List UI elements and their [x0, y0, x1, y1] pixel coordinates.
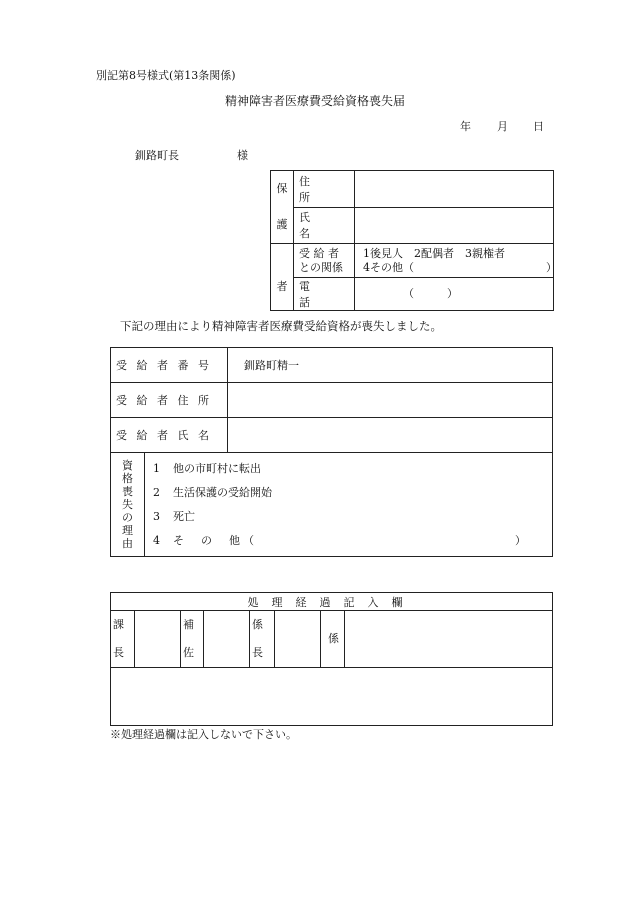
recipient-name-field[interactable] — [228, 418, 553, 453]
recipient-number-label: 受給者番号 — [111, 348, 228, 383]
guardian-address-label: 住所 — [294, 171, 355, 208]
guardian-name-field[interactable] — [355, 207, 554, 244]
staff-label: 係 — [321, 611, 345, 668]
staff-stamp[interactable] — [345, 611, 553, 668]
assistant-label: 補 佐 — [181, 611, 204, 668]
processing-notes-area[interactable] — [111, 668, 553, 726]
recipient-address-field[interactable] — [228, 383, 553, 418]
addressee-name: 釧路町長 — [135, 149, 179, 162]
processing-table — [110, 592, 553, 726]
reason-option[interactable]: 3 死亡 — [153, 509, 195, 523]
loss-reason-label: 資 格 喪 失 の 理 由 — [111, 453, 145, 557]
declaration-sentence: 下記の理由により精神障害者医療費受給資格が喪失しました。 — [120, 319, 442, 333]
guardian-address-field[interactable] — [355, 171, 554, 208]
subsection-chief-label: 係 長 — [250, 611, 275, 668]
form-title: 精神障害者医療費受給資格喪失届 — [224, 94, 405, 108]
subsection-chief-stamp[interactable] — [275, 611, 321, 668]
section-chief-label: 課 長 — [111, 611, 135, 668]
recipient-table — [110, 347, 553, 557]
guardian-relation-label: 受 給 者 との関係 — [294, 244, 355, 278]
section-chief-stamp[interactable] — [135, 611, 181, 668]
reason-option[interactable]: 1 他の市町村に転出 — [153, 461, 261, 475]
recipient-address-label: 受給者住所 — [111, 383, 228, 418]
date-day-label: 日 — [533, 120, 544, 133]
guardian-table — [270, 170, 557, 311]
guardian-phone-label: 電話 — [294, 278, 355, 311]
recipient-name-label: 受給者氏名 — [111, 418, 228, 453]
guardian-name-label: 氏名 — [294, 207, 355, 244]
assistant-stamp[interactable] — [204, 611, 250, 668]
loss-reason-options — [145, 453, 553, 557]
footnote: ※処理経過欄は記入しないで下さい。 — [110, 728, 297, 741]
guardian-phone-field[interactable]: （ ） — [355, 278, 554, 311]
reason-option[interactable]: 4 そ の 他（ ） — [153, 533, 526, 547]
processing-header: 処理経過記入欄 — [111, 593, 553, 611]
guardian-relation-options[interactable]: 1後見人 2配偶者 3親権者 4その他（ ） — [355, 244, 554, 278]
reason-option[interactable]: 2 生活保護の受給開始 — [153, 485, 272, 499]
date-year-label: 年 — [460, 120, 471, 133]
recipient-number-field[interactable]: 釧路町精一 — [228, 348, 553, 383]
guardian-side-label-top: 保 護 — [271, 171, 294, 244]
addressee-honorific: 様 — [237, 149, 248, 162]
date-month-label: 月 — [497, 120, 508, 133]
guardian-side-label-bottom: 者 — [271, 244, 294, 311]
form-number-label: 別記第8号様式(第13条関係) — [96, 69, 236, 82]
